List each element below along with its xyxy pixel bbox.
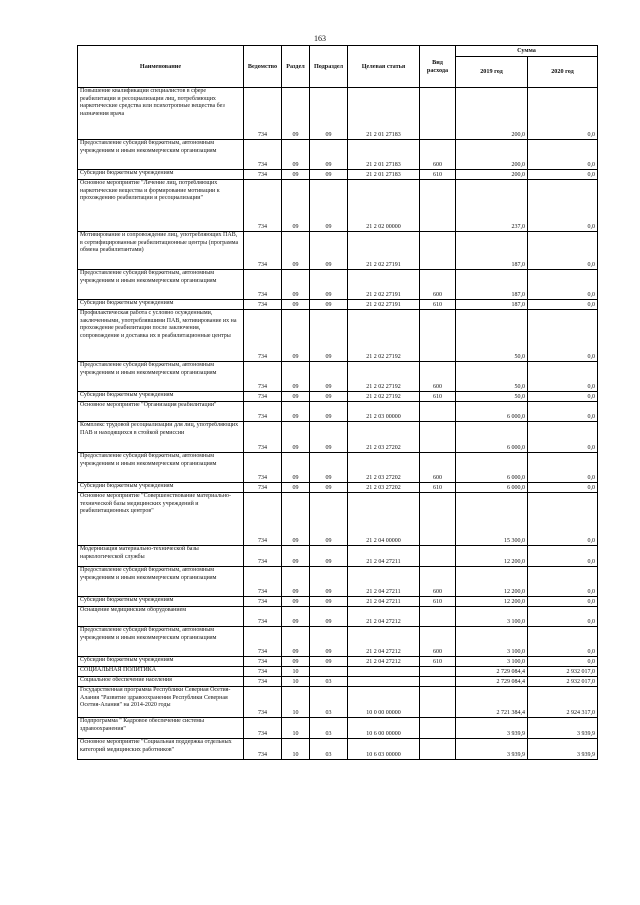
table-row bbox=[78, 453, 598, 483]
row-sum-2020: 3 939,9 bbox=[528, 718, 598, 739]
header-year-2020: 2020 год bbox=[528, 57, 598, 88]
header-subsection: Подраздел bbox=[310, 46, 348, 88]
row-section: 09 bbox=[282, 422, 310, 453]
row-section: 10 bbox=[282, 677, 310, 687]
row-sum-2019: 200,0 bbox=[456, 88, 528, 140]
row-expense-type bbox=[420, 687, 456, 718]
row-section: 09 bbox=[282, 362, 310, 392]
row-expense-type: 600 bbox=[420, 567, 456, 597]
row-sum-2019: 50,0 bbox=[456, 310, 528, 362]
row-sum-2020: 0,0 bbox=[528, 232, 598, 270]
row-sum-2020: 0,0 bbox=[528, 567, 598, 597]
row-target: 21 2 02 27192 bbox=[348, 362, 420, 392]
row-sum-2020: 0,0 bbox=[528, 88, 598, 140]
row-target: 21 2 01 27183 bbox=[348, 88, 420, 140]
row-target: 21 2 02 27192 bbox=[348, 310, 420, 362]
row-name: Субсидии бюджетным учреждениям bbox=[78, 170, 244, 180]
row-section: 09 bbox=[282, 88, 310, 140]
row-sum-2019: 3 939,9 bbox=[456, 739, 528, 760]
row-subsection bbox=[310, 667, 348, 677]
row-target: 21 2 02 27191 bbox=[348, 232, 420, 270]
row-sum-2019: 6 000,0 bbox=[456, 402, 528, 422]
row-ministry: 734 bbox=[244, 310, 282, 362]
row-section: 09 bbox=[282, 402, 310, 422]
row-sum-2019: 3 100,0 bbox=[456, 627, 528, 657]
row-section: 09 bbox=[282, 607, 310, 627]
row-name: Мотивирование и сопровождение лиц, употребляющих ПАВ, в сертифицированные реабилитационные центры (программа обмена реабилитантами) bbox=[78, 232, 244, 270]
row-sum-2019: 15 300,0 bbox=[456, 493, 528, 546]
row-sum-2019: 2 729 084,4 bbox=[456, 667, 528, 677]
row-ministry: 734 bbox=[244, 687, 282, 718]
row-sum-2019: 50,0 bbox=[456, 362, 528, 392]
table-row bbox=[78, 667, 598, 677]
row-subsection: 09 bbox=[310, 546, 348, 567]
row-target: 10 0 00 00000 bbox=[348, 687, 420, 718]
table-row bbox=[78, 402, 598, 422]
row-sum-2020: 0,0 bbox=[528, 170, 598, 180]
row-target: 21 2 02 27191 bbox=[348, 270, 420, 300]
row-name: Комплекс трудовой ресоциализации для лиц, употребляющих ПАВ и находящихся в стойкой ремиссии bbox=[78, 422, 244, 453]
row-section: 09 bbox=[282, 140, 310, 170]
table-row bbox=[78, 567, 598, 597]
row-section: 09 bbox=[282, 180, 310, 232]
header-year-2019: 2019 год bbox=[456, 57, 528, 88]
row-sum-2020: 0,0 bbox=[528, 422, 598, 453]
row-name: Подпрограмма " Кадровое обеспечение системы здравоохранения" bbox=[78, 718, 244, 739]
row-name: Профилактическая работа с условно осужденными, заключенными, употреблявшими ПАВ, мотивирование их на прохождение реабилитации после заключения, сопровождение и доставка их в реабилитационные центры bbox=[78, 310, 244, 362]
row-sum-2019: 12 200,0 bbox=[456, 546, 528, 567]
table-row bbox=[78, 597, 598, 607]
row-expense-type bbox=[420, 493, 456, 546]
row-subsection: 03 bbox=[310, 718, 348, 739]
row-section: 10 bbox=[282, 687, 310, 718]
row-name: Государственная программа Республики Северная Осетия-Алания "Развитие здравоохранения Республики Северная Осетия-Алания" на 2014-2020 годы bbox=[78, 687, 244, 718]
row-target: 21 2 04 27212 bbox=[348, 627, 420, 657]
row-sum-2019: 50,0 bbox=[456, 392, 528, 402]
row-name: Предоставление субсидий бюджетным, автономным учреждениям и иным некоммерческим организациям bbox=[78, 270, 244, 300]
table-row bbox=[78, 270, 598, 300]
row-subsection: 09 bbox=[310, 422, 348, 453]
row-subsection: 09 bbox=[310, 392, 348, 402]
row-subsection: 09 bbox=[310, 170, 348, 180]
row-section: 09 bbox=[282, 392, 310, 402]
header-target: Целевая статья bbox=[348, 46, 420, 88]
row-name: Субсидии бюджетным учреждениям bbox=[78, 597, 244, 607]
row-section: 09 bbox=[282, 270, 310, 300]
table-row bbox=[78, 607, 598, 627]
row-expense-type bbox=[420, 422, 456, 453]
row-subsection: 09 bbox=[310, 402, 348, 422]
row-subsection: 09 bbox=[310, 232, 348, 270]
row-sum-2020: 0,0 bbox=[528, 493, 598, 546]
header-ministry: Ведомство bbox=[244, 46, 282, 88]
row-sum-2020: 3 939,9 bbox=[528, 739, 598, 760]
row-name: Основное мероприятие "Лечение лиц, потребляющих наркотические вещества и формирование мотивации к прохождению реабилитации и ресоциализации" bbox=[78, 180, 244, 232]
table-row bbox=[78, 170, 598, 180]
row-ministry: 734 bbox=[244, 422, 282, 453]
row-sum-2019: 187,0 bbox=[456, 300, 528, 310]
row-target: 21 2 01 27183 bbox=[348, 170, 420, 180]
row-ministry: 734 bbox=[244, 270, 282, 300]
row-subsection: 03 bbox=[310, 739, 348, 760]
row-name: Предоставление субсидий бюджетным, автономным учреждениям и иным некоммерческим организациям bbox=[78, 567, 244, 597]
row-section: 09 bbox=[282, 453, 310, 483]
row-expense-type: 610 bbox=[420, 657, 456, 667]
row-target: 21 2 01 27183 bbox=[348, 140, 420, 170]
row-target bbox=[348, 667, 420, 677]
row-target: 10 6 03 00000 bbox=[348, 739, 420, 760]
row-target: 21 2 02 27191 bbox=[348, 300, 420, 310]
row-sum-2020: 0,0 bbox=[528, 483, 598, 493]
row-sum-2020: 0,0 bbox=[528, 362, 598, 392]
row-subsection: 09 bbox=[310, 88, 348, 140]
row-sum-2020: 2 924 317,0 bbox=[528, 687, 598, 718]
table-row bbox=[78, 718, 598, 739]
table-row bbox=[78, 483, 598, 493]
row-ministry: 734 bbox=[244, 493, 282, 546]
row-expense-type: 600 bbox=[420, 453, 456, 483]
row-ministry: 734 bbox=[244, 597, 282, 607]
row-target: 21 2 04 00000 bbox=[348, 493, 420, 546]
row-sum-2020: 0,0 bbox=[528, 310, 598, 362]
table-row bbox=[78, 687, 598, 718]
row-sum-2019: 200,0 bbox=[456, 140, 528, 170]
row-name: Оснащение медицинским оборудованием bbox=[78, 607, 244, 627]
row-expense-type: 600 bbox=[420, 140, 456, 170]
row-ministry: 734 bbox=[244, 607, 282, 627]
page-number: 163 bbox=[314, 34, 326, 43]
header-section: Раздел bbox=[282, 46, 310, 88]
row-target: 10 6 00 00000 bbox=[348, 718, 420, 739]
row-subsection: 09 bbox=[310, 140, 348, 170]
row-expense-type bbox=[420, 232, 456, 270]
row-sum-2019: 187,0 bbox=[456, 232, 528, 270]
row-target: 21 2 04 27211 bbox=[348, 597, 420, 607]
table-row bbox=[78, 627, 598, 657]
row-subsection: 09 bbox=[310, 483, 348, 493]
row-subsection: 09 bbox=[310, 567, 348, 597]
row-name: Основное мероприятие "Совершенствование материально-технической базы медицинских учреждений и реабилитационных центров" bbox=[78, 493, 244, 546]
row-name: Предоставление субсидий бюджетным, автономным учреждениям и иным некоммерческим организациям bbox=[78, 140, 244, 170]
row-ministry: 734 bbox=[244, 180, 282, 232]
row-expense-type bbox=[420, 677, 456, 687]
row-sum-2020: 2 932 017,0 bbox=[528, 667, 598, 677]
row-ministry: 734 bbox=[244, 392, 282, 402]
row-subsection: 09 bbox=[310, 627, 348, 657]
row-name: Социальное обеспечение населения bbox=[78, 677, 244, 687]
row-ministry: 734 bbox=[244, 657, 282, 667]
table-row bbox=[78, 232, 598, 270]
table-row bbox=[78, 739, 598, 760]
row-ministry: 734 bbox=[244, 300, 282, 310]
row-section: 09 bbox=[282, 546, 310, 567]
table-row bbox=[78, 657, 598, 667]
row-target: 21 2 03 27202 bbox=[348, 422, 420, 453]
row-expense-type: 600 bbox=[420, 270, 456, 300]
row-section: 09 bbox=[282, 627, 310, 657]
row-ministry: 734 bbox=[244, 677, 282, 687]
table-row bbox=[78, 310, 598, 362]
row-sum-2019: 12 200,0 bbox=[456, 567, 528, 597]
row-ministry: 734 bbox=[244, 170, 282, 180]
row-name: Предоставление субсидий бюджетным, автономным учреждениям и иным некоммерческим организациям bbox=[78, 362, 244, 392]
row-subsection: 09 bbox=[310, 310, 348, 362]
row-sum-2019: 3 100,0 bbox=[456, 607, 528, 627]
row-name: Основное мероприятие "Организация реабилитации" bbox=[78, 402, 244, 422]
row-expense-type: 600 bbox=[420, 627, 456, 657]
row-sum-2020: 0,0 bbox=[528, 270, 598, 300]
header-name: Наименование bbox=[78, 46, 244, 88]
row-expense-type: 600 bbox=[420, 362, 456, 392]
row-section: 09 bbox=[282, 657, 310, 667]
table-row bbox=[78, 422, 598, 453]
row-sum-2019: 2 729 084,4 bbox=[456, 677, 528, 687]
row-sum-2020: 0,0 bbox=[528, 657, 598, 667]
row-ministry: 734 bbox=[244, 362, 282, 392]
row-target: 21 2 04 27211 bbox=[348, 567, 420, 597]
row-sum-2019: 2 721 384,4 bbox=[456, 687, 528, 718]
row-ministry: 734 bbox=[244, 483, 282, 493]
row-sum-2020: 0,0 bbox=[528, 453, 598, 483]
row-expense-type bbox=[420, 607, 456, 627]
row-section: 10 bbox=[282, 739, 310, 760]
row-sum-2019: 187,0 bbox=[456, 270, 528, 300]
row-expense-type: 610 bbox=[420, 392, 456, 402]
row-subsection: 09 bbox=[310, 300, 348, 310]
row-ministry: 734 bbox=[244, 546, 282, 567]
row-sum-2019: 12 200,0 bbox=[456, 597, 528, 607]
row-target: 21 2 02 00000 bbox=[348, 180, 420, 232]
table-row bbox=[78, 392, 598, 402]
row-expense-type: 610 bbox=[420, 483, 456, 493]
table-row bbox=[78, 140, 598, 170]
row-sum-2020: 0,0 bbox=[528, 180, 598, 232]
row-ministry: 734 bbox=[244, 627, 282, 657]
row-name: СОЦИАЛЬНАЯ ПОЛИТИКА bbox=[78, 667, 244, 677]
row-ministry: 734 bbox=[244, 739, 282, 760]
row-sum-2020: 0,0 bbox=[528, 607, 598, 627]
row-section: 09 bbox=[282, 300, 310, 310]
row-expense-type bbox=[420, 180, 456, 232]
row-expense-type bbox=[420, 718, 456, 739]
row-name: Субсидии бюджетным учреждениям bbox=[78, 300, 244, 310]
row-target: 21 2 04 27212 bbox=[348, 607, 420, 627]
row-sum-2019: 200,0 bbox=[456, 170, 528, 180]
row-ministry: 734 bbox=[244, 567, 282, 597]
row-sum-2019: 3 100,0 bbox=[456, 657, 528, 667]
row-name: Модернизация материально-технической базы наркологической службы bbox=[78, 546, 244, 567]
row-ministry: 734 bbox=[244, 453, 282, 483]
row-expense-type bbox=[420, 739, 456, 760]
row-name: Предоставление субсидий бюджетным, автономным учреждениям и иным некоммерческим организациям bbox=[78, 627, 244, 657]
row-subsection: 09 bbox=[310, 180, 348, 232]
row-section: 09 bbox=[282, 597, 310, 607]
row-sum-2020: 0,0 bbox=[528, 392, 598, 402]
row-sum-2020: 0,0 bbox=[528, 597, 598, 607]
row-subsection: 09 bbox=[310, 607, 348, 627]
row-section: 10 bbox=[282, 667, 310, 677]
row-sum-2020: 2 932 017,0 bbox=[528, 677, 598, 687]
row-ministry: 734 bbox=[244, 718, 282, 739]
row-sum-2019: 6 000,0 bbox=[456, 483, 528, 493]
row-target bbox=[348, 677, 420, 687]
row-expense-type bbox=[420, 310, 456, 362]
row-subsection: 09 bbox=[310, 453, 348, 483]
row-name: Повышение квалификации специалистов в сфере реабилитации и ресоциализации лиц, потребляющих наркотические средства или психотропные вещества без назначения врача bbox=[78, 88, 244, 140]
row-expense-type bbox=[420, 667, 456, 677]
row-subsection: 09 bbox=[310, 493, 348, 546]
row-ministry: 734 bbox=[244, 88, 282, 140]
row-section: 09 bbox=[282, 170, 310, 180]
row-section: 09 bbox=[282, 493, 310, 546]
row-sum-2019: 6 000,0 bbox=[456, 453, 528, 483]
table-row bbox=[78, 677, 598, 687]
row-sum-2020: 0,0 bbox=[528, 140, 598, 170]
table-row bbox=[78, 493, 598, 546]
row-subsection: 09 bbox=[310, 270, 348, 300]
row-section: 09 bbox=[282, 310, 310, 362]
row-name: Субсидии бюджетным учреждениям bbox=[78, 657, 244, 667]
table-row bbox=[78, 88, 598, 140]
row-ministry: 734 bbox=[244, 402, 282, 422]
header-sum: Сумма bbox=[456, 46, 598, 57]
row-name: Субсидии бюджетным учреждениям bbox=[78, 483, 244, 493]
table-row bbox=[78, 300, 598, 310]
row-section: 09 bbox=[282, 232, 310, 270]
row-sum-2019: 237,0 bbox=[456, 180, 528, 232]
row-section: 09 bbox=[282, 483, 310, 493]
row-section: 09 bbox=[282, 567, 310, 597]
row-expense-type: 610 bbox=[420, 597, 456, 607]
row-target: 21 2 03 27202 bbox=[348, 453, 420, 483]
row-target: 21 2 04 27211 bbox=[348, 546, 420, 567]
row-target: 21 2 03 00000 bbox=[348, 402, 420, 422]
row-section: 10 bbox=[282, 718, 310, 739]
row-sum-2020: 0,0 bbox=[528, 300, 598, 310]
row-sum-2020: 0,0 bbox=[528, 546, 598, 567]
row-expense-type bbox=[420, 546, 456, 567]
table-body bbox=[78, 88, 598, 760]
row-name: Субсидии бюджетным учреждениям bbox=[78, 392, 244, 402]
header-expense-type: Вид расхода bbox=[420, 46, 456, 88]
row-ministry: 734 bbox=[244, 232, 282, 270]
row-expense-type: 610 bbox=[420, 300, 456, 310]
row-target: 21 2 04 27212 bbox=[348, 657, 420, 667]
table-row bbox=[78, 546, 598, 567]
row-ministry: 734 bbox=[244, 140, 282, 170]
row-subsection: 09 bbox=[310, 362, 348, 392]
row-name: Основное мероприятие "Социальная поддержка отдельных категорий медицинских работников" bbox=[78, 739, 244, 760]
row-subsection: 03 bbox=[310, 687, 348, 718]
table-row bbox=[78, 362, 598, 392]
table-row bbox=[78, 180, 598, 232]
row-target: 21 2 02 27192 bbox=[348, 392, 420, 402]
row-subsection: 09 bbox=[310, 597, 348, 607]
row-name: Предоставление субсидий бюджетным, автономным учреждениям и иным некоммерческим организациям bbox=[78, 453, 244, 483]
row-expense-type bbox=[420, 88, 456, 140]
row-subsection: 09 bbox=[310, 657, 348, 667]
row-target: 21 2 03 27202 bbox=[348, 483, 420, 493]
row-expense-type: 610 bbox=[420, 170, 456, 180]
row-subsection: 03 bbox=[310, 677, 348, 687]
row-sum-2020: 0,0 bbox=[528, 402, 598, 422]
row-sum-2019: 6 000,0 bbox=[456, 422, 528, 453]
budget-table bbox=[77, 45, 598, 760]
row-sum-2020: 0,0 bbox=[528, 627, 598, 657]
row-expense-type bbox=[420, 402, 456, 422]
row-ministry: 734 bbox=[244, 667, 282, 677]
row-sum-2019: 3 939,9 bbox=[456, 718, 528, 739]
